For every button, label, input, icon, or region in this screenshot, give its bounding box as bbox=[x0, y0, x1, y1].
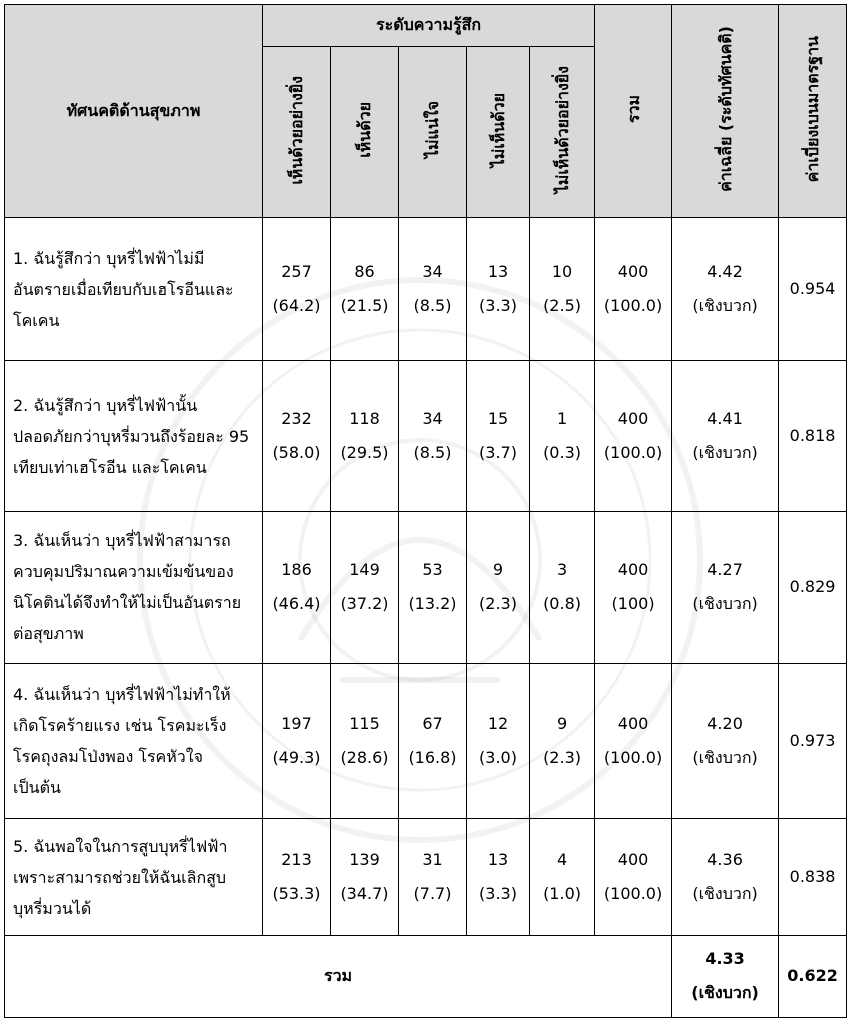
header-feeling-level: ระดับความรู้สึก bbox=[263, 5, 595, 47]
sd-cell: 0.838 bbox=[779, 819, 847, 935]
header-level-disagree: ไม่เห็นด้วย bbox=[467, 47, 530, 218]
header-mean: ค่าเฉลี่ย (ระดับทัศนคติ) bbox=[672, 5, 779, 218]
header-level-strongly-disagree: ไม่เห็นด้วยอย่างยิ่ง bbox=[530, 47, 595, 218]
attitude-item: 4. ฉันเห็นว่า บุหรี่ไฟฟ้าไม่ทำให้เกิดโรคร้ายแรง เช่น โรคมะเร็ง โรคถุงลมโป่งพอง โรคหัวใจ เป็นต้น bbox=[5, 664, 263, 819]
summary-mean: 4.33 (เชิงบวก) bbox=[672, 935, 779, 1017]
attitude-item: 5. ฉันพอใจในการสูบบุหรี่ไฟฟ้าเพราะสามารถช่วยให้ฉันเลิกสูบบุหรี่มวนได้ bbox=[5, 819, 263, 935]
table-row bbox=[5, 511, 847, 663]
count-cell: 118 (29.5) bbox=[331, 361, 399, 511]
header-total: รวม bbox=[595, 5, 672, 218]
header-level-agree: เห็นด้วย bbox=[331, 47, 399, 218]
count-cell: 257 (64.2) bbox=[263, 218, 331, 361]
count-cell: 34 (8.5) bbox=[399, 218, 467, 361]
mean-cell: 4.36 (เชิงบวก) bbox=[672, 819, 779, 935]
header-sd: ค่าเบี่ยงเบนมาตรฐาน bbox=[779, 5, 847, 218]
summary-row bbox=[5, 935, 847, 1017]
count-cell: 3 (0.8) bbox=[530, 511, 595, 663]
attitude-item: 3. ฉันเห็นว่า บุหรี่ไฟฟ้าสามารถควบคุมปริมาณความเข้มข้นของนิโคตินได้จึงทำให้ไม่เป็นอันตรายต่อสุขภาพ bbox=[5, 511, 263, 663]
count-cell: 115 (28.6) bbox=[331, 664, 399, 819]
sd-cell: 0.818 bbox=[779, 361, 847, 511]
summary-sd: 0.622 bbox=[779, 935, 847, 1017]
attitude-item: 2. ฉันรู้สึกว่า บุหรี่ไฟฟ้านั้นปลอดภัยกว่าบุหรี่มวนถึงร้อยละ 95 เทียบเท่าเฮโรอีน และโคเคน bbox=[5, 361, 263, 511]
table-row bbox=[5, 664, 847, 819]
mean-cell: 4.20 (เชิงบวก) bbox=[672, 664, 779, 819]
count-cell: 9 (2.3) bbox=[467, 511, 530, 663]
header-attitude: ทัศนคติด้านสุขภาพ bbox=[5, 5, 263, 218]
header-level-unsure: ไม่แน่ใจ bbox=[399, 47, 467, 218]
count-cell: 232 (58.0) bbox=[263, 361, 331, 511]
count-cell: 149 (37.2) bbox=[331, 511, 399, 663]
count-cell: 139 (34.7) bbox=[331, 819, 399, 935]
count-cell: 86 (21.5) bbox=[331, 218, 399, 361]
mean-cell: 4.27 (เชิงบวก) bbox=[672, 511, 779, 663]
count-cell: 213 (53.3) bbox=[263, 819, 331, 935]
attitude-table bbox=[4, 4, 847, 1018]
count-cell: 1 (0.3) bbox=[530, 361, 595, 511]
total-cell: 400 (100) bbox=[595, 511, 672, 663]
count-cell: 67 (16.8) bbox=[399, 664, 467, 819]
header-level-strongly-agree: เห็นด้วยอย่างยิ่ง bbox=[263, 47, 331, 218]
count-cell: 10 (2.5) bbox=[530, 218, 595, 361]
sd-cell: 0.829 bbox=[779, 511, 847, 663]
table-row bbox=[5, 218, 847, 361]
count-cell: 53 (13.2) bbox=[399, 511, 467, 663]
count-cell: 197 (49.3) bbox=[263, 664, 331, 819]
count-cell: 4 (1.0) bbox=[530, 819, 595, 935]
table-row bbox=[5, 361, 847, 511]
total-cell: 400 (100.0) bbox=[595, 819, 672, 935]
summary-label: รวม bbox=[5, 935, 672, 1017]
count-cell: 186 (46.4) bbox=[263, 511, 331, 663]
total-cell: 400 (100.0) bbox=[595, 218, 672, 361]
count-cell: 9 (2.3) bbox=[530, 664, 595, 819]
sd-cell: 0.973 bbox=[779, 664, 847, 819]
attitude-item: 1. ฉันรู้สึกว่า บุหรี่ไฟฟ้าไม่มีอันตรายเมื่อเทียบกับเฮโรอีนและโคเคน bbox=[5, 218, 263, 361]
count-cell: 15 (3.7) bbox=[467, 361, 530, 511]
count-cell: 13 (3.3) bbox=[467, 218, 530, 361]
total-cell: 400 (100.0) bbox=[595, 361, 672, 511]
count-cell: 12 (3.0) bbox=[467, 664, 530, 819]
mean-cell: 4.42 (เชิงบวก) bbox=[672, 218, 779, 361]
count-cell: 31 (7.7) bbox=[399, 819, 467, 935]
table-row bbox=[5, 819, 847, 935]
count-cell: 13 (3.3) bbox=[467, 819, 530, 935]
sd-cell: 0.954 bbox=[779, 218, 847, 361]
mean-cell: 4.41 (เชิงบวก) bbox=[672, 361, 779, 511]
total-cell: 400 (100.0) bbox=[595, 664, 672, 819]
count-cell: 34 (8.5) bbox=[399, 361, 467, 511]
